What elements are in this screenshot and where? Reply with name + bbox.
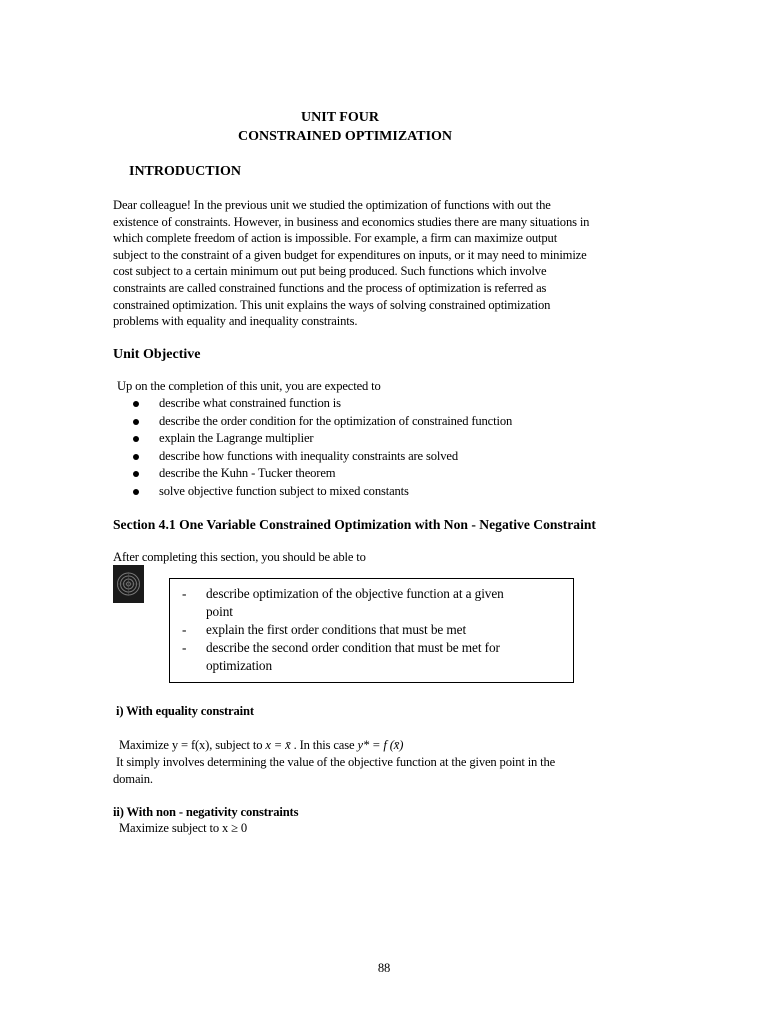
- dash-marker: -: [182, 586, 187, 601]
- paragraph-line: cost subject to a certain minimum out put being produced. Such functions which involve: [113, 264, 547, 279]
- bullet-icon: [133, 489, 139, 495]
- equality-line: [119, 737, 403, 754]
- target-icon: [113, 565, 144, 603]
- paragraph-line: constraints are called constrained functions and the process of optimization is referred as: [113, 280, 547, 295]
- paragraph-line: constrained optimization. This unit explains the ways of solving constrained optimization: [113, 297, 551, 312]
- equality-text: Maximize y = f(x), subject to: [119, 738, 266, 752]
- bullet-icon: [133, 419, 139, 425]
- paragraph-line: existence of constraints. However, in business and economics studies there are many situations in: [113, 214, 590, 229]
- box-item-line: point: [206, 604, 233, 619]
- list-item: [133, 483, 653, 501]
- box-item: [170, 621, 573, 639]
- list-item-text: describe what constrained function is: [159, 396, 341, 410]
- list-item-text: describe the order condition for the optimization of constrained function: [159, 413, 513, 428]
- objective-heading: Unit Objective: [113, 347, 201, 362]
- bullet-icon: [133, 454, 139, 460]
- bullet-icon: [133, 401, 139, 407]
- introduction-paragraph: [113, 197, 673, 330]
- list-item: [133, 465, 653, 483]
- list-item-text: describe how functions with inequality constraints are solved: [159, 448, 458, 463]
- box-item-line: describe the second order condition that must be met for: [206, 640, 500, 655]
- bullet-icon: [133, 471, 139, 477]
- unit-title: CONSTRAINED OPTIMIZATION: [237, 129, 453, 144]
- nonneg-heading: ii) With non - negativity constraints: [113, 805, 299, 819]
- list-item-text: solve objective function subject to mixed constants: [159, 483, 409, 498]
- paragraph-line: which complete freedom of action is impossible. For example, a firm can maximize output: [113, 231, 558, 246]
- objective-list: [133, 395, 653, 501]
- objective-intro: Up on the completion of this unit, you are expected to: [117, 379, 381, 393]
- equality-explanation: It simply involves determining the value of the objective function at the given point in the: [116, 755, 556, 769]
- introduction-heading: INTRODUCTION: [129, 164, 242, 179]
- list-item-text: describe the Kuhn - Tucker theorem: [159, 466, 336, 481]
- equality-explanation-cont: domain.: [113, 772, 153, 786]
- list-item: [133, 395, 653, 413]
- paragraph-line: subject to the constraint of a given budget for expenditures on inputs, or it may need to minimize: [113, 247, 587, 262]
- box-item-line: optimization: [206, 658, 273, 673]
- box-item: [170, 585, 573, 621]
- unit-label: UNIT FOUR: [301, 110, 379, 125]
- paragraph-line: problems with equality and inequality constraints.: [113, 314, 358, 329]
- list-item-text: explain the Lagrange multiplier: [159, 431, 314, 446]
- dash-marker: -: [182, 622, 187, 637]
- list-item: [133, 413, 653, 431]
- dash-marker: -: [182, 640, 187, 655]
- equality-text: . In this case: [290, 738, 358, 752]
- box-item-line: describe optimization of the objective function at a given: [206, 586, 504, 601]
- page-number: 88: [377, 961, 391, 975]
- box-item: [170, 639, 573, 675]
- bullet-icon: [133, 436, 139, 442]
- math-expression: x = x̄: [265, 738, 291, 752]
- section-heading: Section 4.1 One Variable Constrained Optimization with Non - Negative Constraint: [113, 517, 596, 532]
- list-item: [133, 430, 653, 448]
- paragraph-line: Dear colleague! In the previous unit we studied the optimization of functions with out the: [113, 198, 551, 212]
- equality-heading: i) With equality constraint: [116, 704, 254, 718]
- nonneg-line: Maximize subject to x ≥ 0: [119, 821, 248, 835]
- section-objectives-box: [169, 578, 574, 683]
- section-intro: After completing this section, you should be able to: [113, 550, 366, 564]
- box-item-line: explain the first order conditions that must be met: [206, 622, 467, 637]
- list-item: [133, 448, 653, 466]
- math-expression: y* = f (x̄): [357, 738, 404, 752]
